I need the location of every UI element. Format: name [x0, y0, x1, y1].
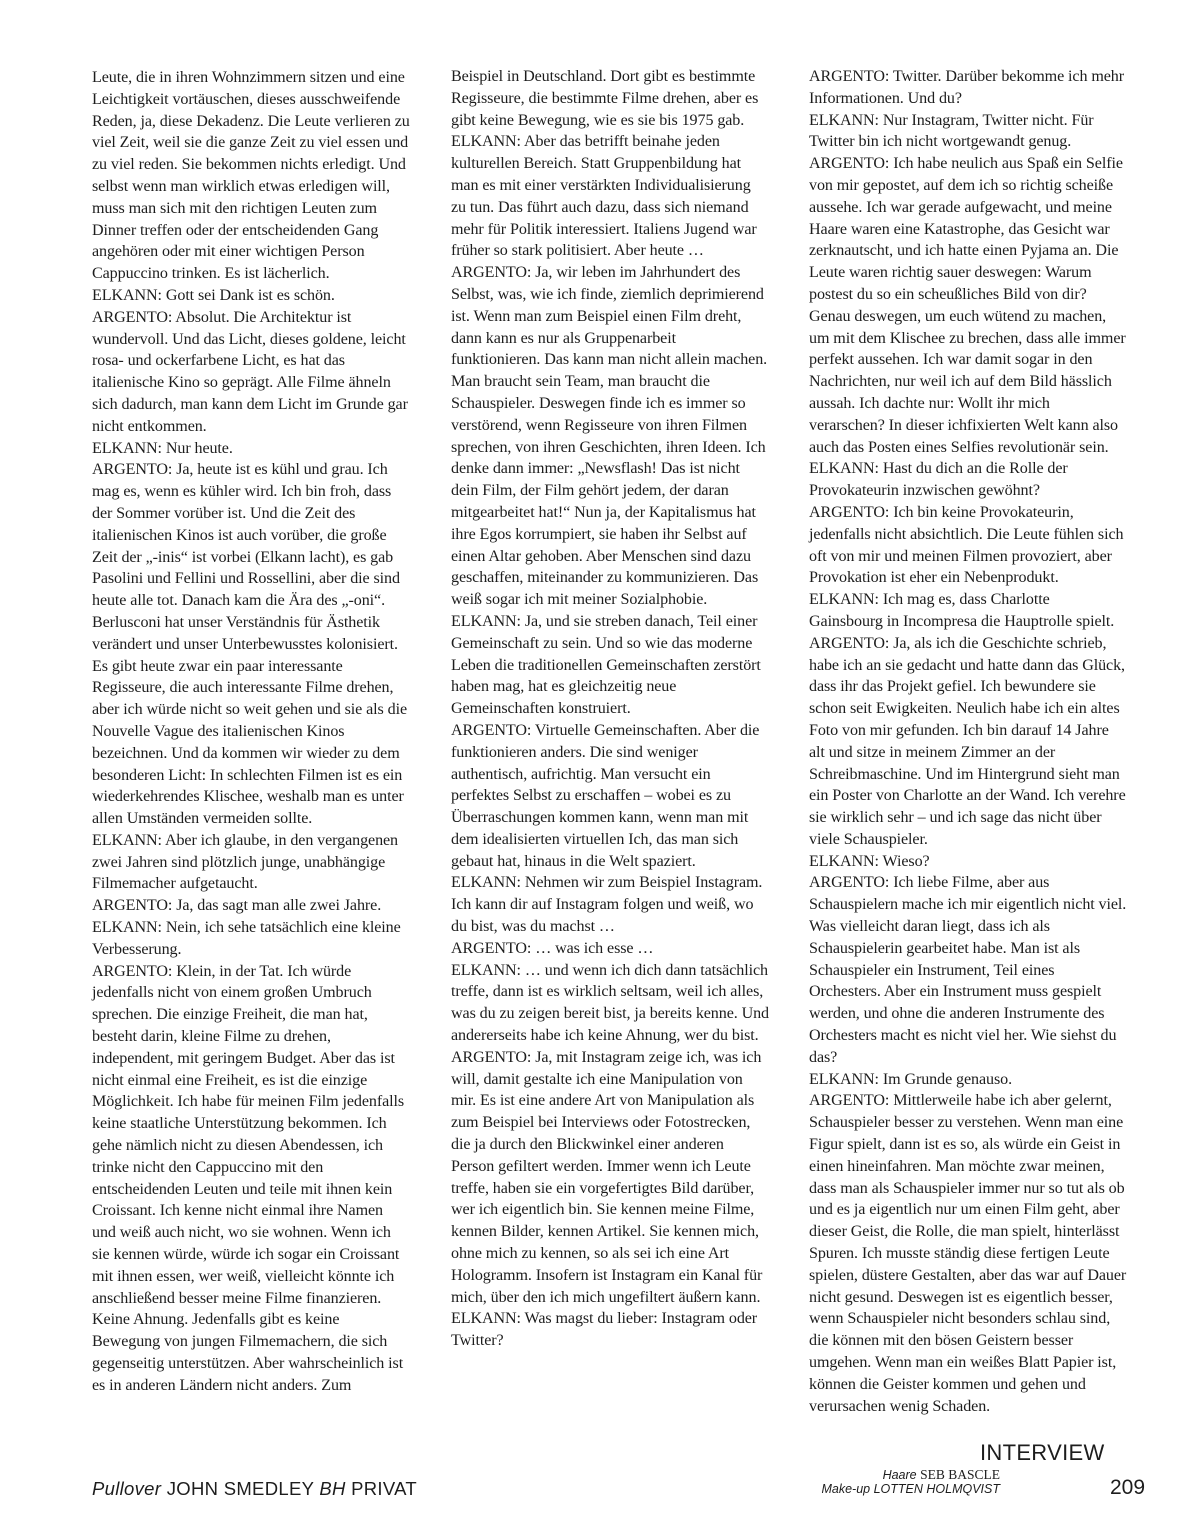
bh-label: BH: [319, 1478, 346, 1499]
hair-name: SEB BASCLE: [920, 1467, 1000, 1482]
article-column-1: [92, 67, 410, 1397]
paragraph: ELKANN: Gott sei Dank ist es schön.: [92, 286, 335, 304]
bh-brand: PRIVAT: [351, 1478, 417, 1499]
makeup-credit: [821, 1482, 1000, 1496]
paragraph: ELKANN: Aber ich glaube, in den vergangenen zwei Jahren sind plötzlich junge, unabhängige Filmemacher aufgetaucht.: [92, 831, 399, 893]
paragraph: ARGENTO: Ja, das sagt man alle zwei Jahre.: [92, 897, 382, 915]
makeup-name: LOTTEN HOLMQVIST: [873, 1482, 1000, 1496]
fashion-credits: [92, 1478, 417, 1500]
paragraph: ELKANN: Hast du dich an die Rolle der Provokateurin inzwischen gewöhnt?: [809, 460, 1068, 500]
paragraph: ELKANN: Aber das betrifft beinahe jeden kulturellen Bereich. Statt Gruppenbildung hat man es mit einer verstärkten Individualisierung zu tun. Das führt auch dazu, dass sich niemand mehr für Politik interessiert. Italiens Jugend war früher so stark politisiert. Aber heute …: [451, 133, 757, 260]
article-column-3: [809, 66, 1127, 1417]
paragraph: ARGENTO: Virtuelle Gemeinschaften. Aber die funktionieren anders. Die sind weniger authentisch, aufrichtig. Man versucht ein perfektes Selbst zu erschaffen – wobei es zu Überraschungen kommen kann, wenn man mit dem idealisierten virtuellen Ich, das man sich gebaut hat, hinaus in die Welt spaziert.: [451, 721, 760, 870]
paragraph: ARGENTO: Mittlerweile habe ich aber gelernt, Schauspieler besser zu verstehen. Wenn man eine Figur spielt, dann ist es so, als würde ein Geist in einen hineinfahren. Man möchte zwar meinen, dass man als Schauspieler immer nur so tut als ob und es ja eigentlich nur um einen Film geht, aber dieser Geist, die Rolle, die man spielt, hinterlässt Spuren. Ich musste ständig diese fertigen Leute spielen, düstere Gestalten, aber das war auf Dauer nicht gesund. Deswegen ist es eigentlich besser, wenn Schauspieler nicht besonders schlau sind, die können mit den bösen Geistern besser umgehen. Wenn man ein weißes Blatt Papier ist, können die Geister kommen und gehen und verursachen wenig Schaden.: [809, 1092, 1127, 1415]
article-column-2: [451, 66, 769, 1352]
paragraph: ARGENTO: Ich habe neulich aus Spaß ein Selfie von mir gepostet, auf dem ich so richtig scheiße aussehe. Ich war gerade aufgewacht, und meine Haare waren eine Katastrophe, das Gesicht war zerknautscht, und ich hatte einen Pyjama an. Die Leute waren richtig sauer deswegen: Warum postest du so ein scheußliches Bild von dir? Genau deswegen, um euch wütend zu machen, um mit dem Klischee zu brechen, dass alle immer perfekt aussehen. Ich war damit sogar in den Nachrichten, nur weil ich auf dem Bild hässlich aussah. Ich dachte nur: Wollt ihr mich verarschen? In dieser ichfixierten Welt kann also auch das Posten eines Selfies revolutionär sein.: [809, 155, 1126, 456]
paragraph: ELKANN: Ich mag es, dass Charlotte Gainsbourg in Incompresa die Hauptrolle spielt.: [809, 591, 1115, 630]
hair-credit: [821, 1468, 1000, 1482]
paragraph: ARGENTO: Klein, in der Tat. Ich würde jedenfalls nicht von einem großen Umbruch sprechen. Die einzige Freiheit, die man hat, besteht darin, kleine Filme zu drehen, independent, mit geringem Budget. Aber das ist nicht einmal eine Freiheit, es ist die einzige Möglichkeit. Ich habe für meinen Film jedenfalls keine staatliche Unterstützung bekommen. Ich gehe nämlich nicht zu diesen Abendessen, ich trinke nicht den Cappuccino mit den entscheidenden Leuten und teile mit ihnen kein Croissant. Ich kenne nicht einmal ihre Namen und weiß auch nicht, wo sie wohnen. Wenn ich sie kennen würde, würde ich sogar ein Croissant mit ihnen essen, wer weiß, vielleicht könnte ich anschließend besser meine Filme finanzieren. Keine Ahnung. Jedenfalls gibt es keine Bewegung von jungen Filmemachern, die sich gegenseitig unterstützen. Aber wahrscheinlich ist es in anderen Ländern nicht anders. Zum: [92, 962, 405, 1394]
paragraph: ARGENTO: Ich bin keine Provokateurin, jedenfalls nicht absichtlich. Die Leute fühlen sich oft von mir und meinen Filmen provoziert, aber Provokation ist eher ein Nebenprodukt.: [809, 503, 1124, 587]
paragraph: ARGENTO: … was ich esse …: [451, 939, 654, 957]
paragraph: ELKANN: Was magst du lieber: Instagram oder Twitter?: [451, 1310, 758, 1350]
paragraph: ELKANN: Nein, ich sehe tatsächlich eine kleine Verbesserung.: [92, 919, 401, 958]
paragraph: ELKANN: Nehmen wir zum Beispiel Instagram. Ich kann dir auf Instagram folgen und weiß, wo du bist, was du machst …: [451, 874, 763, 936]
section-label: INTERVIEW: [980, 1440, 1105, 1465]
paragraph: ARGENTO: Absolut. Die Architektur ist wundervoll. Und das Licht, dieses goldene, leicht rosa- und ockerfarbene Licht, es hat das italienische Kino so geprägt. Alle Filme ähneln sich dadurch, man kann dem Licht im Grunde gar nicht entkommen.: [92, 308, 408, 435]
pullover-brand: JOHN SMEDLEY: [166, 1478, 314, 1499]
paragraph: ELKANN: … und wenn ich dich dann tatsächlich treffe, dann ist es wirklich seltsam, weil ich alles, was du zu zeigen bereit bist, ja bereits kenne. Und andererseits habe ich keine Ahnung, wer du bist.: [451, 961, 770, 1045]
makeup-label: Make-up: [821, 1482, 871, 1496]
paragraph: ELKANN: Ja, und sie streben danach, Teil einer Gemeinschaft zu sein. Und so wie das moderne Leben die traditionellen Gemeinschaften zerstört haben mag, hat es gleichzeitig neue Gemeinschaften konstruiert.: [451, 612, 761, 718]
page-number: 209: [1110, 1476, 1146, 1499]
paragraph: ELKANN: Wieso?: [809, 852, 930, 870]
paragraph: ELKANN: Nur Instagram, Twitter nicht. Für Twitter bin ich nicht wortgewandt genug.: [809, 111, 1094, 151]
paragraph: ELKANN: Nur heute.: [92, 439, 233, 457]
paragraph: Beispiel in Deutschland. Dort gibt es bestimmte Regisseure, die bestimmte Filme drehen, aber es gibt keine Bewegung, wie es sie bis 1975 gab.: [451, 68, 759, 129]
paragraph: Leute, die in ihren Wohnzimmern sitzen und eine Leichtigkeit vortäuschen, dieses ausschweifende Reden, ja, diese Dekadenz. Die Leute verlieren zu viel Zeit, weil sie die ganze Zeit zu viel essen und zu viel reden. Sie bekommen nichts erledigt. Und selbst wenn man wirklich etwas erledigen will, muss man sich mit den richtigen Leuten zum Dinner treffen oder der entscheidenden Gang angehören oder mit einer wichtigen Person Cappuccino trinken. Es ist lächerlich.: [92, 69, 410, 283]
paragraph: ELKANN: Im Grunde genauso.: [809, 1070, 1012, 1088]
styling-credits: [821, 1468, 1000, 1496]
paragraph: ARGENTO: Ja, mit Instagram zeige ich, was ich will, damit gestalte ich eine Manipulation von mir. Es ist eine andere Art von Manipulation als zum Beispiel bei Interviews oder Fotostrecken, die ja durch den Blickwinkel einer anderen Person gefiltert werden. Immer wenn ich Leute treffe, haben sie ein vorgefertigtes Bild darüber, wer ich eigentlich bin. Sie kennen meine Filme, kennen Bilder, kennen Artikel. Sie kennen mich, ohne mich zu kennen, so als sei ich eine Art Hologramm. Insofern ist Instagram ein Kanal für mich, über den ich mich ungefiltert äußern kann.: [451, 1048, 763, 1306]
paragraph: ARGENTO: Ja, als ich die Geschichte schrieb, habe ich an sie gedacht und hatte dann das Glück, dass ihr das Projekt gefiel. Ich bewundere sie schon seit Ewigkeiten. Neulich habe ich ein altes Foto von mir gefunden. Ich bin darauf 14 Jahre alt und sitze in meinem Zimmer an der Schreibmaschine. Und im Hintergrund sieht man ein Poster von Charlotte an der Wand. Ich verehre sie wirklich sehr – und ich sage das nicht über viele Schauspieler.: [809, 634, 1126, 848]
pullover-label: Pullover: [92, 1478, 162, 1499]
paragraph: ARGENTO: Ja, heute ist es kühl und grau. Ich mag es, wenn es kühler wird. Ich bin froh, dass der Sommer vorüber ist. Und die Zeit des italienischen Kinos ist auch vorüber, die große Zeit der „-inis“ ist vorbei (Elkann lacht), es gab Pasolini und Fellini und Rossellini, aber die sind heute alle tot. Danach kam die Ära des „-oni“. Berlusconi hat unser Verständnis für Ästhetik verändert und unser Unterbewusstes kolonisiert. Es gibt heute zwar ein paar interessante Regisseure, die auch interessante Filme drehen, aber ich würde nicht so weit gehen und sie als die Nouvelle Vague des italienischen Kinos bezeichnen. Und da kommen wir wieder zu dem besonderen Licht: In schlechten Filmen ist es ein wiederkehrendes Klischee, weshalb man es unter allen Umständen vermeiden sollte.: [92, 461, 407, 828]
paragraph: ARGENTO: Ich liebe Filme, aber aus Schauspielern mache ich mir eigentlich nicht viel. Was vielleicht daran liegt, dass ich als Schauspielerin gearbeitet habe. Man ist als Schauspieler ein Instrument, Teil eines Orchesters. Aber ein Instrument muss gespielt werden, und ohne die anderen Instrumente des Orchesters macht es nicht viel her. Wie siehst du das?: [809, 874, 1127, 1066]
paragraph: ARGENTO: Twitter. Darüber bekomme ich mehr Informationen. Und du?: [809, 68, 1124, 107]
paragraph: ARGENTO: Ja, wir leben im Jahrhundert des Selbst, was, wie ich finde, ziemlich deprimierend ist. Wenn man zum Beispiel einen Film dreht, dann kann es nur als Gruppenarbeit funktionieren. Das kann man nicht allein machen. Man braucht sein Team, man braucht die Schauspieler. Deswegen finde ich es immer so verstörend, wenn Regisseure von ihren Filmen sprechen, von ihren Geschichten, ihren Ideen. Ich denke dann immer: „Newsflash! Das ist nicht dein Film, der Film gehört jedem, der daran mitgearbeitet hat!“ Nun ja, der Kapitalismus hat ihre Egos korrumpiert, sie haben ihr Selbst auf einen Altar gehoben. Aber Menschen sind dazu geschaffen, miteinander zu kommunizieren. Das weiß sogar ich mit meiner Sozialphobie.: [451, 264, 768, 609]
hair-label: Haare: [882, 1468, 917, 1482]
